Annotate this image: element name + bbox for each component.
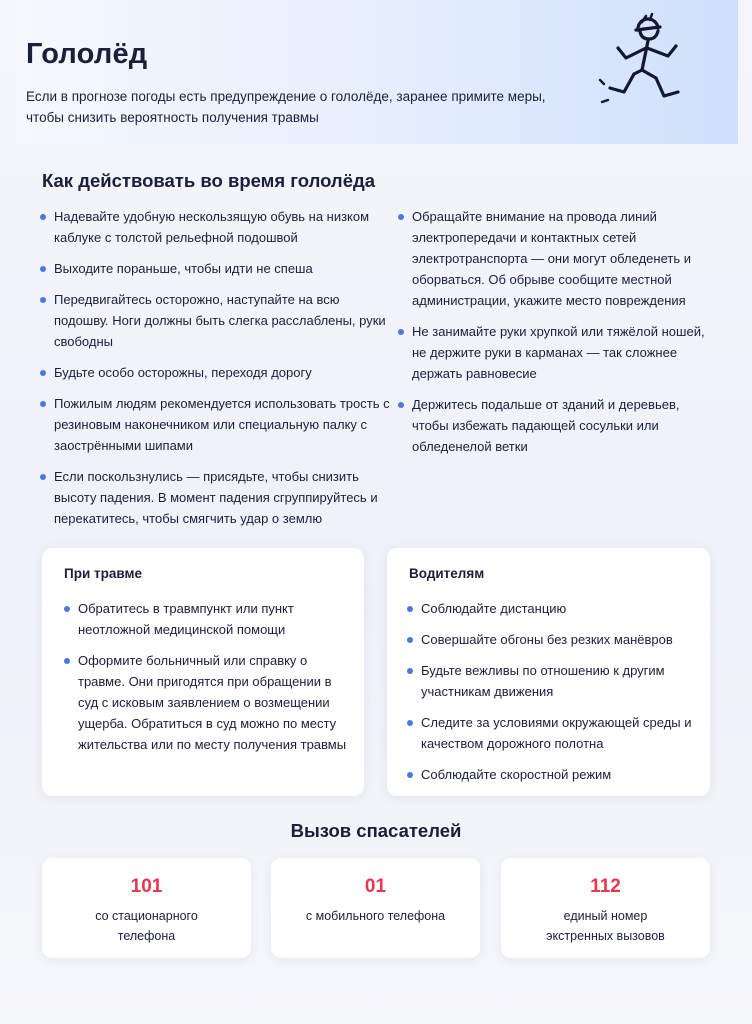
list-item: Если поскользнулись — присядьте, чтобы снизить высоту падения. В момент падения сгруппируйтесь и перекатитесь, чтобы смягчить удар о землю [40,466,395,529]
list-item: Совершайте обгоны без резких манёвров [407,629,703,650]
list-item: Обращайте внимание на провода линий электропередачи и контактных сетей электротранспорта — они могут обледенеть и оборваться. Об обрыве сообщите местной администрации, укажите место повреждения [398,206,718,311]
emergency-number-desc: единый номер экстренных вызовов [546,909,665,943]
list-item: Обратитесь в травмпункт или пункт неотложной медицинской помощи [64,598,354,640]
list-item: Передвигайтесь осторожно, наступайте на всю подошву. Ноги должны быть слегка расслаблены, руки свободны [40,289,395,352]
trauma-card [42,548,364,796]
list-item: Соблюдайте скоростной режим [407,764,703,785]
list-item: Будьте вежливы по отношению к другим участникам движения [407,660,703,702]
emergency-number-card [501,858,710,958]
drivers-card-title: Водителям [409,566,485,581]
page-title: Гололёд [26,38,148,70]
list-item: Надевайте удобную нескользящую обувь на низком каблуке с толстой рельефной подошвой [40,206,395,248]
list-item: Пожилым людям рекомендуется использовать трость с резиновым наконечником или специальную палку с заострёнными шипами [40,393,395,456]
list-item: Будьте особо осторожны, переходя дорогу [40,362,395,383]
trauma-list [64,598,354,765]
emergency-number: 112 [590,876,621,897]
drivers-card [387,548,710,796]
list-item: Выходите пораньше, чтобы идти не спеша [40,258,395,279]
actions-section-title: Как действовать во время гололёда [42,170,376,191]
drivers-list [407,598,703,795]
emergency-number: 101 [130,876,163,897]
emergency-number-desc: со стационарного телефона [95,909,198,943]
trauma-card-title: При травме [64,566,142,581]
emergency-number: 01 [364,876,387,897]
list-item: Держитесь подальше от зданий и деревьев, чтобы избежать падающей сосульки или обледенелой ветки [398,394,718,457]
list-item: Соблюдайте дистанцию [407,598,703,619]
rescue-section-title: Вызов спасателей [290,820,462,841]
actions-right-list [398,206,718,467]
person-slipping-icon [590,8,690,118]
list-item: Следите за условиями окружающей среды и качеством дорожного полотна [407,712,703,754]
page-subtitle: Если в прогнозе погоды есть предупреждение о гололёде, заранее примите меры, чтобы снизить вероятность получения травмы [26,89,546,125]
list-item: Оформите больничный или справку о травме. Они пригодятся при обращении в суд с исковым заявлением о возмещении ущерба. Обратиться в суд можно по месту жительства или по месту получения травмы [64,650,354,755]
emergency-number-card [42,858,251,958]
emergency-number-desc: с мобильного телефона [305,909,446,923]
emergency-number-card [271,858,480,958]
actions-left-list [40,206,395,539]
list-item: Не занимайте руки хрупкой или тяжёлой ношей, не держите руки в карманах — так сложнее держать равновесие [398,321,718,384]
